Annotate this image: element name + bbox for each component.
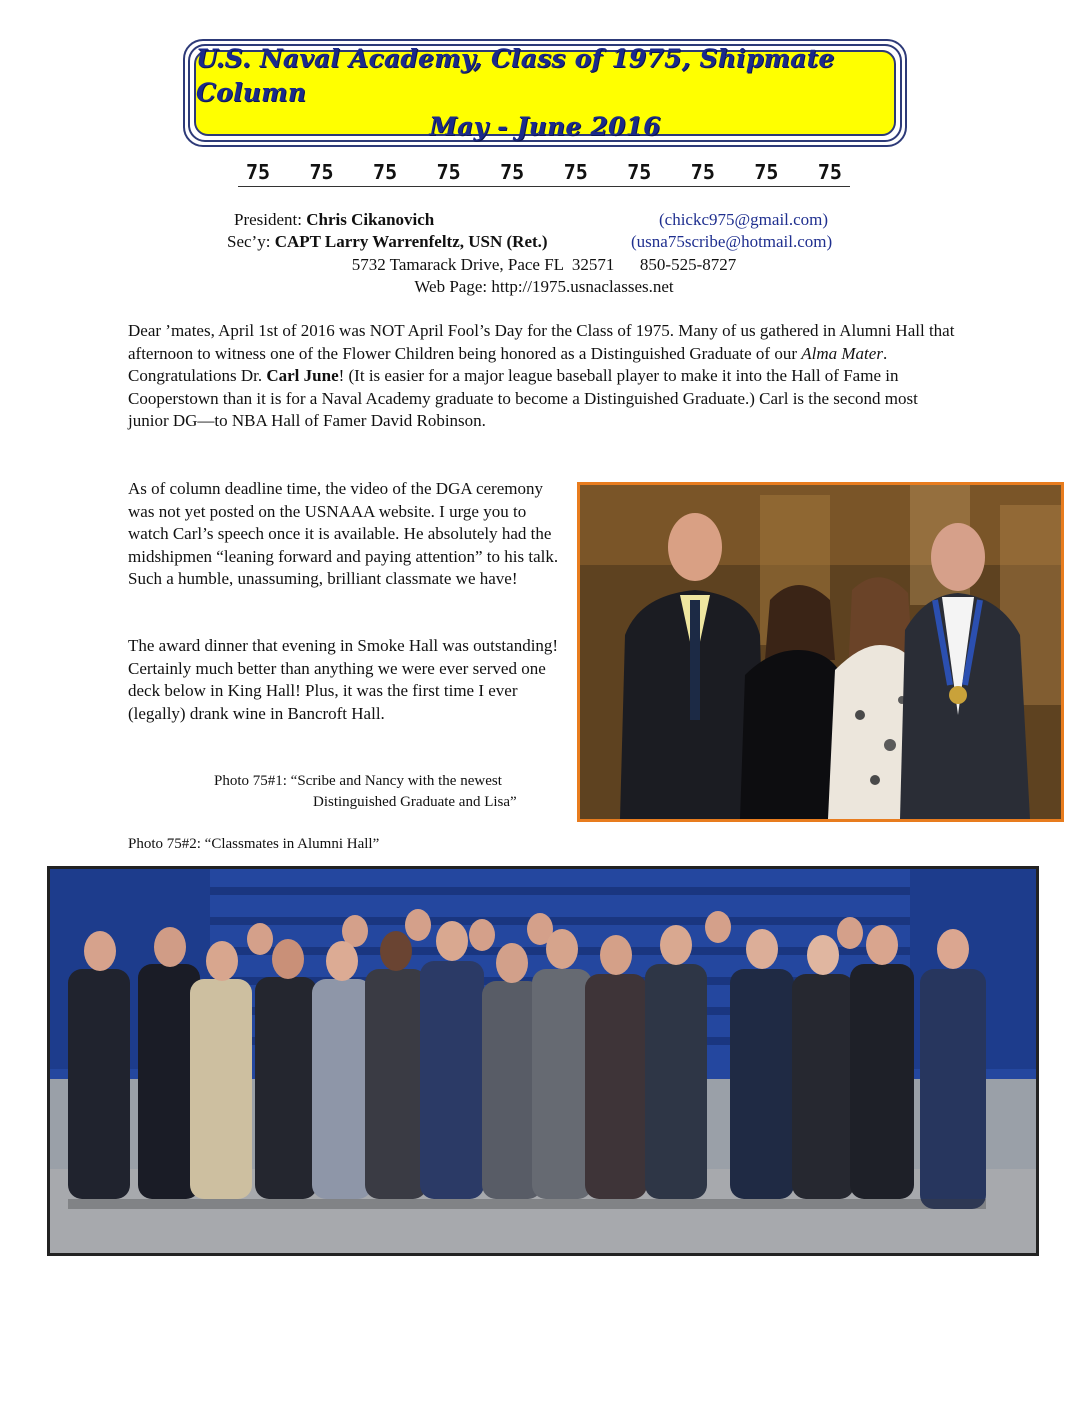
intro-paragraph [128,320,958,433]
intro-text-3: ! (It is easier for a major league baseball player to make it into the Hall of Fame in Cooperstown than it is for a Naval Academy graduate to become a Distinguished Graduate.) Carl is the second most junior DG—to NBA Hall of Famer David Robinson. [128,366,918,430]
class-number: 75 [627,160,652,184]
class-number: 75 [309,160,334,184]
photo-classmates-alumni-hall [47,866,1039,1256]
photo1-caption-line1: Photo 75#1: “Scribe and Nancy with the newest [214,773,502,789]
class-number: 75 [563,160,588,184]
intro-text-1: Dear ’mates, April 1st of 2016 was NOT April Fool’s Day for the Class of 1975. Many of us gathered in Alumni Hall that afternoon to witness one of the Flower Children being honored as a Distinguished Graduate of our [128,321,955,363]
class-number: 75 [817,160,842,184]
class-number: 75 [245,160,271,184]
class-number: 75 [754,160,779,184]
banner-title: U.S. Naval Academy, Class of 1975, Shipmate Column [196,44,835,107]
president-label: President: [234,210,307,229]
alma-mater-text: Alma Mater [801,343,883,363]
photo2-caption: Photo 75#2: “Classmates in Alumni Hall” [128,836,380,852]
class-number: 75 [436,160,461,184]
banner-date: May - June 2016 [429,112,661,141]
class-number-row [238,160,850,187]
intro-text-2: . Congratulations Dr. [128,343,888,385]
web-page[interactable]: Web Page: http://1975.usnaclasses.net [414,277,674,296]
president-name: Chris Cikanovich [306,210,435,229]
title-banner [183,39,907,147]
secretary-line [227,231,548,253]
president-email[interactable]: (chickc975@gmail.com) [659,210,829,229]
honoree-name: Carl June [266,366,339,385]
mailing-address: 5732 Tamarack Drive, Pace FL 32571 850-525-8727 [351,255,737,274]
class-number: 75 [500,160,525,184]
president-line [234,209,434,231]
secretary-name: CAPT Larry Warrenfeltz, USN (Ret.) [274,232,548,251]
class-number: 75 [690,160,715,184]
dinner-paragraph: The award dinner that evening in Smoke Hall was outstanding! Certainly much better than anything we were ever served one deck below in King Hall! Plus, it was the first time I ever (legally) drank wine in Bancroft Hall. [128,636,559,723]
photo1-caption-line2: Distinguished Graduate and Lisa” [313,794,517,810]
photo-scribe-and-guests [577,482,1064,822]
secretary-email[interactable]: (usna75scribe@hotmail.com) [631,232,833,251]
class-number: 75 [373,160,398,184]
ceremony-paragraph: As of column deadline time, the video of the DGA ceremony was not yet posted on the USNAAA website. I urge you to watch Carl’s speech once it is available. He absolutely had the midshipmen “leaning forward and paying attention” to his talk. Such a humble, unassuming, brilliant classmate we have! [128,479,559,588]
secretary-label: Sec’y: [227,232,275,251]
